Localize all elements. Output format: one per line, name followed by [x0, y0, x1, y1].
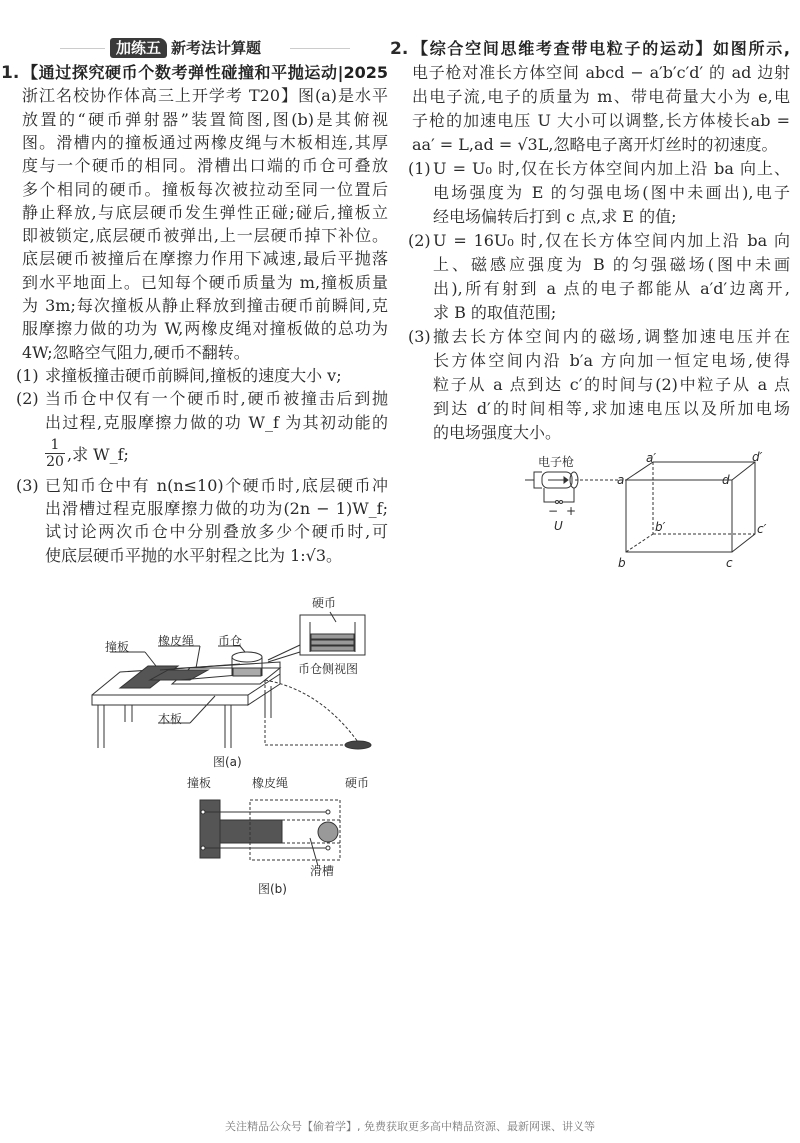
vertex-b-prime: b′ — [655, 520, 666, 534]
question-text-line: 度与一个硬币的相同。滑槽出口端的币仓可叠放 — [22, 156, 388, 176]
sub-question-text-line: 当币仓中仅有一个硬币时,硬币被撞击后到抛 — [45, 389, 388, 409]
sub-question-label: (2) — [408, 231, 431, 250]
figure-b-top-view — [190, 790, 370, 880]
label-bin-a: 币仓 — [218, 634, 243, 648]
question-text-line: 图。滑槽内的撞板通过两橡皮绳与木板相连,其厚 — [22, 132, 388, 152]
sub-question-text-line: 使底层硬币平抛的水平射程之比为 1:√3。 — [45, 545, 343, 565]
vertex-d: d — [722, 473, 730, 487]
sub-question-text-line: 经电场偏转后打到 c 点,求 E 的值; — [433, 207, 677, 226]
figure-a-coin-launcher — [90, 600, 390, 770]
q1-sub2-tail: ,求 W_f; — [67, 445, 129, 464]
question-text-line: 服摩擦力做的功为 W,两橡皮绳对撞板做的总功为 — [22, 319, 388, 339]
sub-question-text-line: U = U₀ 时,仅在长方体空间内加上沿 ba 向上、 — [433, 159, 790, 178]
label-rubber-a: 橡皮绳 — [158, 634, 195, 648]
question-text-line: 底层硬币被撞后在摩擦力作用下减速,最后平抛落 — [22, 249, 388, 269]
vertex-c-prime: c′ — [757, 522, 767, 536]
sub-question-text-line: U = 16U₀ 时,仅在长方体空间内加上沿 ba 向 — [433, 231, 790, 250]
vertex-a-prime: a′ — [646, 451, 657, 465]
question-text-line: 子枪的加速电压 U 大小可以调整,长方体棱长ab = — [412, 111, 790, 130]
sub-question-text-line: 出过程,克服摩擦力做的功 W_f 为其初动能的 — [45, 412, 388, 432]
question-text-line: 为 3m;每次撞板从静止释放到撞击硬币前瞬间,克 — [22, 296, 388, 315]
label-coin-b: 硬币 — [345, 776, 370, 790]
sub-question-text-line: 试讨论两次币仓中分别叠放多少个硬币时,可 — [45, 522, 388, 542]
sub-question-text-line: 撤去长方体空间内的磁场,调整加速电压并在 — [433, 327, 790, 346]
sub-question-text-line: 的电场强度大小。 — [433, 423, 562, 442]
label-striker-a: 撞板 — [105, 640, 130, 654]
vertex-d-prime: d′ — [752, 450, 763, 464]
vertex-c: c — [726, 556, 733, 570]
sub-question-label: (3) — [408, 327, 431, 346]
sub-question-label: (1) — [16, 365, 39, 385]
label-electron-gun: 电子枪 — [538, 455, 575, 469]
question-text-line: aa′ = L,ad = √3L,忽略电子离开灯丝时的初速度。 — [412, 135, 778, 154]
sub-question-text-line: 长方体空间内沿 b′a 方向加一恒定电场,使得 — [433, 351, 790, 370]
sub-question-text-line: 粒子从 a 点到达 c′的时间与(2)中粒子从 a 点 — [433, 375, 790, 394]
q2-number: 2. — [390, 39, 409, 59]
sub-question-text-line: 出),所有射到 a 点的电子都能从 a′d′边离开, — [433, 279, 790, 298]
label-minus: − — [548, 504, 559, 518]
header-rule-left — [60, 48, 105, 49]
section-badge: 加练五 — [110, 38, 167, 58]
sub-question-text-line: 到达 d′的时间相等,求加速电压以及所加电场 — [433, 399, 790, 418]
sub-question-label: (2) — [16, 389, 39, 409]
question-text-line: 即被锁定,底层硬币被弹出,上一层硬币掉下补位。 — [22, 226, 388, 246]
question-text-line: 放置的“硬币弹射器”装置简图,图(b)是其俯视 — [22, 109, 388, 129]
question-text-line: 【综合空间思维考查带电粒子的运动】如图所示, — [412, 39, 790, 58]
figure-a-caption: 图(a) — [213, 755, 242, 769]
question-text-line: 到水平地面上。已知每个硬币质量为 m,撞板质量 — [22, 272, 388, 292]
question-text-line: 电子枪对准长方体空间 abcd − a′b′c′d′ 的 ad 边射 — [412, 63, 790, 82]
label-coin-a: 硬币 — [312, 596, 337, 610]
question-text-line: 浙江名校协作体高三上开学考 T20】图(a)是水平 — [22, 86, 388, 106]
sub-question-text-line: 上、磁感应强度为 B 的匀强磁场(图中未画 — [433, 255, 790, 274]
question-text-line: 【通过探究硬币个数考弹性碰撞和平抛运动|2025 — [22, 63, 388, 82]
sub-question-label: (1) — [408, 159, 431, 178]
label-rubber-b: 橡皮绳 — [252, 776, 289, 790]
sub-question-text-line: 求 B 的取值范围; — [433, 303, 557, 322]
sub-question-text-line: 电场强度为 E 的匀强电场(图中未画出),电子 — [433, 183, 790, 202]
sub-question-text-line: 出滑槽过程克服摩擦力做的功为(2n − 1)W_f; — [45, 499, 388, 519]
question-text-line: 多个相同的硬币。撞板每次被拉动至同一位置后 — [22, 179, 388, 199]
vertex-a: a — [617, 473, 625, 487]
label-slot: 滑槽 — [310, 864, 335, 878]
vertex-b: b — [618, 556, 626, 570]
label-voltage: U — [554, 519, 563, 533]
section-header — [110, 37, 261, 59]
label-side-view: 币仓侧视图 — [298, 662, 359, 676]
fraction-1-20: $\frac{1}{20}$ — [46, 437, 64, 470]
question-text-line: 静止释放,与底层硬币发生弹性正碰;碰后,撞板立 — [22, 202, 388, 222]
label-board: 木板 — [158, 712, 183, 726]
figure-b-caption: 图(b) — [258, 882, 287, 896]
sub-question-label: (3) — [16, 475, 39, 495]
question-text-line: 4W;忽略空气阻力,硬币不翻转。 — [22, 342, 250, 362]
sub-question-text-line: 已知币仓中有 n(n≤10)个硬币时,底层硬币冲 — [45, 475, 388, 495]
footer-note: 关注精品公众号【偷着学】, 免费获取更多高中精品资源、最新网课、讲义等 — [225, 1120, 595, 1133]
label-striker-b: 撞板 — [187, 776, 212, 790]
section-title: 新考法计算题 — [171, 39, 262, 57]
sub-question-text-line: 求撞板撞击硬币前瞬间,撞板的速度大小 v; — [45, 365, 342, 385]
label-plus: + — [566, 504, 577, 518]
header-rule-right — [290, 48, 350, 49]
q1-number: 1. — [1, 63, 20, 83]
question-text-line: 出电子流,电子的质量为 m、带电荷量大小为 e,电 — [412, 87, 790, 106]
